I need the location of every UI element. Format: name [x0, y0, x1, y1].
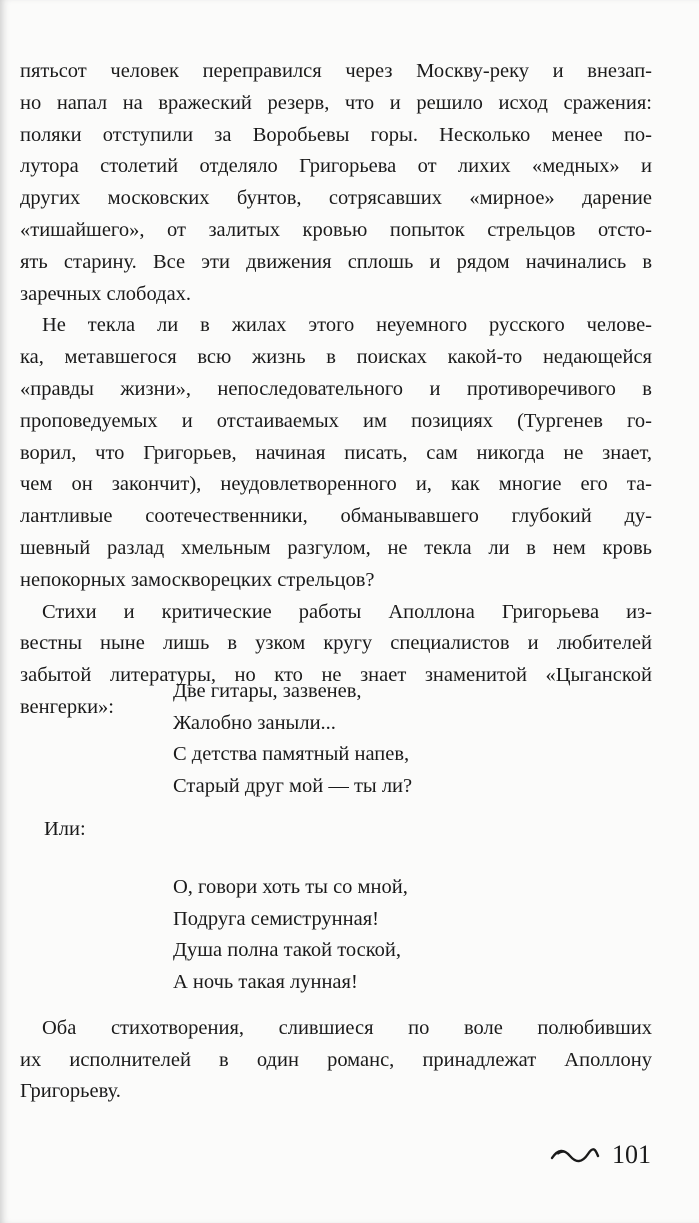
main-text [20, 56, 652, 724]
text-line: вестны ныне лишь в узком кругу специалистов и любителей [20, 632, 652, 655]
verse-line: О, говори хоть ты со мной, [173, 876, 408, 898]
text-line: их исполнителей в один романс, принадлежат Аполлону [20, 1048, 652, 1071]
paragraph-1 [20, 56, 652, 310]
page-number: 101 [612, 1140, 651, 1169]
page-footer [550, 1140, 651, 1170]
text-line: лантливые соотечественники, обманывавшего глубокий ду- [20, 505, 652, 528]
text-line: венгерки»: [20, 695, 114, 718]
text-line: лутора столетий отделяло Григорьева от лихих «медных» и [20, 155, 652, 178]
text-line: шевный разлад хмельным разгулом, не текла ли в нем кровь [20, 536, 652, 559]
verse-gypsy-hungarian [173, 676, 412, 802]
text-line: «тишайшего», от залитых кровью попыток стрельцов отсто- [20, 218, 652, 241]
verse-line: Душа полна такой тоской, [173, 939, 402, 961]
verse-line: А ночь такая лунная! [173, 970, 358, 993]
verse-line: Две гитары, зазвенев, [173, 680, 362, 702]
verse-seven-string [173, 872, 408, 998]
text-line: заречных слободах. [20, 282, 192, 305]
paragraph-2 [20, 310, 652, 596]
text-line: ять старину. Все эти движения сплошь и рядом начинались в [20, 250, 652, 273]
text-line: непокорных замоскворецких стрельцов? [20, 568, 375, 591]
text-line: Стихи и критические работы Аполлона Григорьева из- [42, 600, 652, 623]
text-line: «правды жизни», непоследовательного и противоречивого в [20, 377, 652, 400]
text-line: поляки отступили за Воробьевы горы. Несколько менее по- [20, 123, 652, 146]
wave-ornament-icon [550, 1145, 600, 1165]
verse-line: Старый друг мой — ты ли? [173, 774, 413, 797]
text-line: Не текла ли в жилах этого неуемного русского челове- [42, 314, 652, 337]
closing-paragraph [20, 1013, 652, 1108]
text-line: забытой литературы, но кто не знает знаменитой «Цыганской [20, 664, 652, 687]
text-line: ка, метавшегося всю жизнь в поисках какой-то недающейся [20, 346, 652, 369]
verse-line: Подруга семиструнная! [173, 907, 379, 930]
verse-line: С детства памятный напев, [173, 743, 410, 765]
text-line: но напал на вражеский резерв, что и решило исход сражения: [20, 91, 652, 114]
text-line: пятьсот человек переправился через Москву-реку и внезап- [20, 60, 652, 82]
text-line: ворил, что Григорьев, начиная писать, сам никогда не знает, [20, 441, 652, 464]
text-line: чем он закончит), неудовлетворенного и, как многие его та- [20, 473, 652, 496]
text-line: Оба стихотворения, слившиеся по воле полюбивших [42, 1017, 652, 1039]
verse-line: Жалобно заныли... [173, 711, 336, 734]
text-line: Григорьеву. [20, 1080, 121, 1102]
text-line: других московских бунтов, сотрясавших «мирное» дарение [20, 187, 652, 210]
ili-label: Или: [44, 818, 86, 840]
text-line: проповедуемых и отстаиваемых им позициях (Тургенев го- [20, 409, 652, 432]
